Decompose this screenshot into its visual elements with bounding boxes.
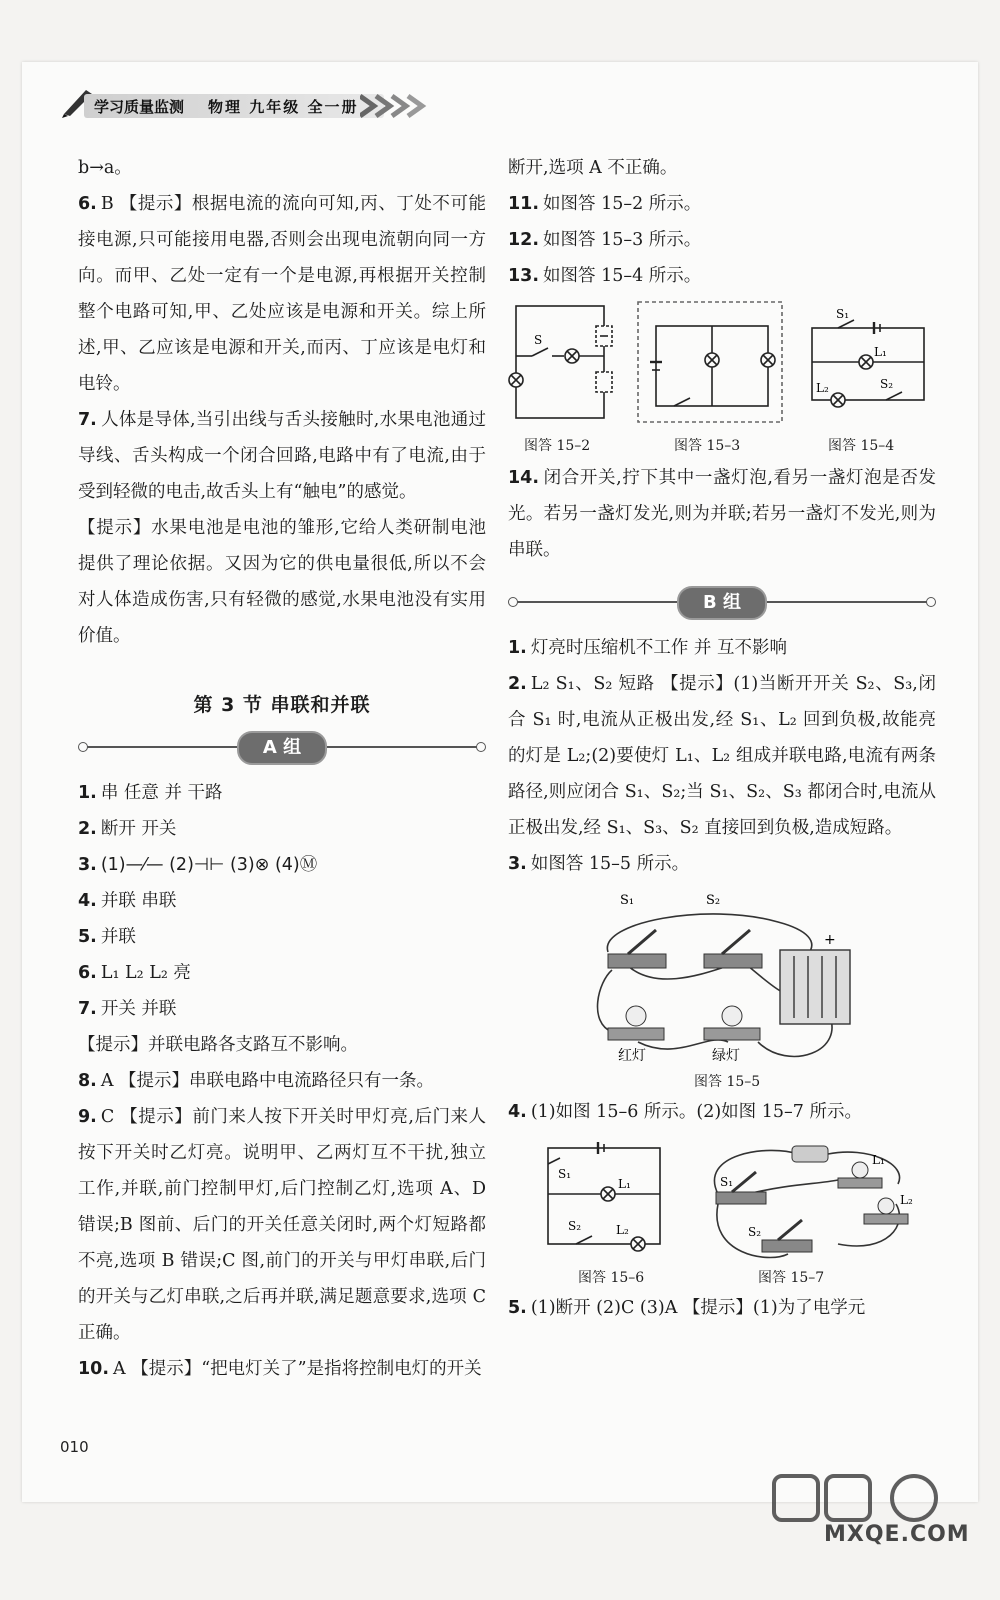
circuit-15-3 [638,302,782,422]
green-lamp [704,1006,760,1040]
subject-title: 物理 九年级 全一册 [208,98,359,116]
a-answer-9: 9. C 【提示】前门来人按下开关时甲灯亮,后门来人按下开关时乙灯亮。说明甲、乙两灯互不干扰,独立工作,并联,前门控制甲灯,后门控制乙灯,选项 A、D 错误;B 图前、后门的开关任意关闭时,两个灯短路都不亮,选项 B 错误;C 图,前门的开关与甲灯串联,后门的开关与乙灯串联,之后再并联,满足题意要求,选项 C 正确。 [78,1107,486,1343]
circuit-15-4 [812,320,924,407]
label-S2-fig5: S₂ [706,893,721,908]
figure-15-5 [508,882,936,1094]
label-S1-fig7: S₁ [720,1175,734,1189]
right-column [508,150,936,1326]
a-answer-5: 5. 并联 [78,927,136,947]
label-L2-fig7: L₂ [900,1193,913,1207]
label-S2-fig7: S₂ [748,1225,762,1239]
b-answer-5: 5. (1)断开 (2)C (3)A 【提示】(1)为了电学元 [508,1298,866,1318]
label-green-lamp: 绿灯 [712,1048,740,1064]
circuit-15-6 [548,1142,660,1251]
answer-13: 13. 如图答 15–4 所示。 [508,266,702,286]
b-answer-4: 4. (1)如图 15–6 所示。(2)如图 15–7 所示。 [508,1102,862,1122]
switch-S2 [704,930,762,968]
caption-15-2: 图答 15–2 [524,438,591,454]
circuit-figures-15-2-to-4 [508,298,936,438]
label-S1-fig6: S₁ [558,1167,572,1181]
a-answer-1: 1. 串 任意 并 干路 [78,783,223,803]
b-answer-2: 2. L₂ S₁、S₂ 短路 【提示】(1)当断开开关 S₂、S₃,闭合 S₁ 时,电流从正极出发,经 S₁、L₂ 回到负极,故能亮的灯是 L₂;(2)要使灯 L₁、L₂ 组成并联电路,电流有两条路径,则应闭合 S₁、S₂;当 S₁、S₂、S₃ 都闭合时,电流从正极出发,经 S₁、S₃、S₂ 直接回到负极,造成短路。 [508,674,936,838]
label-red-lamp: 红灯 [618,1048,646,1064]
caption-15-5: 图答 15–5 [694,1074,761,1090]
caption-15-6: 图答 15–6 [578,1270,645,1286]
label-L2-fig6: L₂ [616,1223,629,1237]
label-S: S [534,333,543,347]
group-a-label: A 组 [237,731,327,765]
a-answer-7: 7. 开关 并联 [78,999,177,1019]
answer-7-hint: 【提示】水果电池是电池的雏形,它给人类研制电池提供了理论依据。又因为它的供电量很低,所以不会对人体造成伤害,只有轻微的感觉,水果电池没有实用价值。 [78,518,486,646]
watermark-logo [764,1470,974,1560]
left-column [78,150,486,1387]
answer-logo-icon [764,1470,974,1530]
switch-S2-fig7 [762,1220,812,1252]
answer-6: 6. B 【提示】根据电流的流向可知,丙、丁处不可能接电源,只可能接用电器,否则会出现电流朝向同一方向。而甲、乙处一定有一个是电源,再根据开关控制整个电路可知,甲、乙处应该是电源和开关。综上所述,甲、乙应该是电源和开关,而丙、丁应该是电灯和电铃。 [78,194,486,394]
label-S1-fig5: S₁ [620,893,635,908]
section-title: 第 3 节 串联和并联 [193,694,371,716]
caption-15-4: 图答 15–4 [828,438,895,454]
a-answer-10: 10. A 【提示】“把电灯关了”是指将控制电灯的开关 [78,1359,482,1379]
answer-11: 11. 如图答 15–2 所示。 [508,194,702,214]
answer-7: 7. 人体是导体,当引出线与舌头接触时,水果电池通过导线、舌头构成一个闭合回路,电路中有了电流,由于受到轻微的电击,故舌头上有“触电”的感觉。 [78,410,486,502]
figure-row-15-6-7 [508,1130,936,1290]
a-answer-6: 6. L₁ L₂ L₂ 亮 [78,963,191,983]
a-answer-2: 2. 断开 开关 [78,819,177,839]
switch-S1 [608,930,666,968]
continued-text: 断开,选项 A 不正确。 [508,158,678,178]
group-b-label: B 组 [677,586,767,620]
battery [780,950,850,1024]
page-number: 010 [60,1438,89,1456]
label-S1-fig4: S₁ [836,307,850,321]
label-L2-fig4: L₂ [816,381,829,395]
figure-row-1 [508,294,936,460]
page-header [60,84,420,124]
intro-text: b→a。 [78,158,132,178]
a-answer-3: 3. (1)—⁄— (2)⊣⊢ (3)⊗ (4)Ⓜ [78,855,318,875]
label-plus: + [824,932,836,948]
group-a-banner [78,727,486,767]
red-lamp [608,1006,664,1040]
a-answer-4: 4. 并联 串联 [78,891,177,911]
label-S2-fig4: S₂ [880,377,894,391]
group-b-banner [508,582,936,622]
series-title: 学习质量监测 [94,98,185,116]
b-answer-3: 3. 如图答 15–5 所示。 [508,854,690,874]
watermark-text: MXQE.COM [824,1522,970,1547]
a-answer-8: 8. A 【提示】串联电路中电流路径只有一条。 [78,1071,435,1091]
label-L1-fig7: L₁ [872,1153,885,1167]
answer-14: 14. 闭合开关,拧下其中一盏灯泡,看另一盏灯泡是否发光。若另一盏灯发光,则为并联;若另一盏灯不发光,则为串联。 [508,468,936,560]
circuit-figures-15-6-7 [508,1134,936,1270]
caption-15-7: 图答 15–7 [758,1270,825,1286]
physical-circuit-15-5 [508,882,936,1072]
label-L1-fig6: L₁ [618,1177,631,1191]
a-answer-7-hint: 【提示】并联电路各支路互不影响。 [78,1035,358,1055]
chevron-arrows-icon [360,92,470,120]
b-answer-1: 1. 灯亮时压缩机不工作 并 互不影响 [508,638,787,658]
cell [792,1146,828,1162]
answer-12: 12. 如图答 15–3 所示。 [508,230,702,250]
label-S2-fig6: S₂ [568,1219,582,1233]
caption-15-3: 图答 15–3 [674,438,741,454]
circuit-15-2 [509,306,612,418]
label-L1-fig4: L₁ [874,345,887,359]
